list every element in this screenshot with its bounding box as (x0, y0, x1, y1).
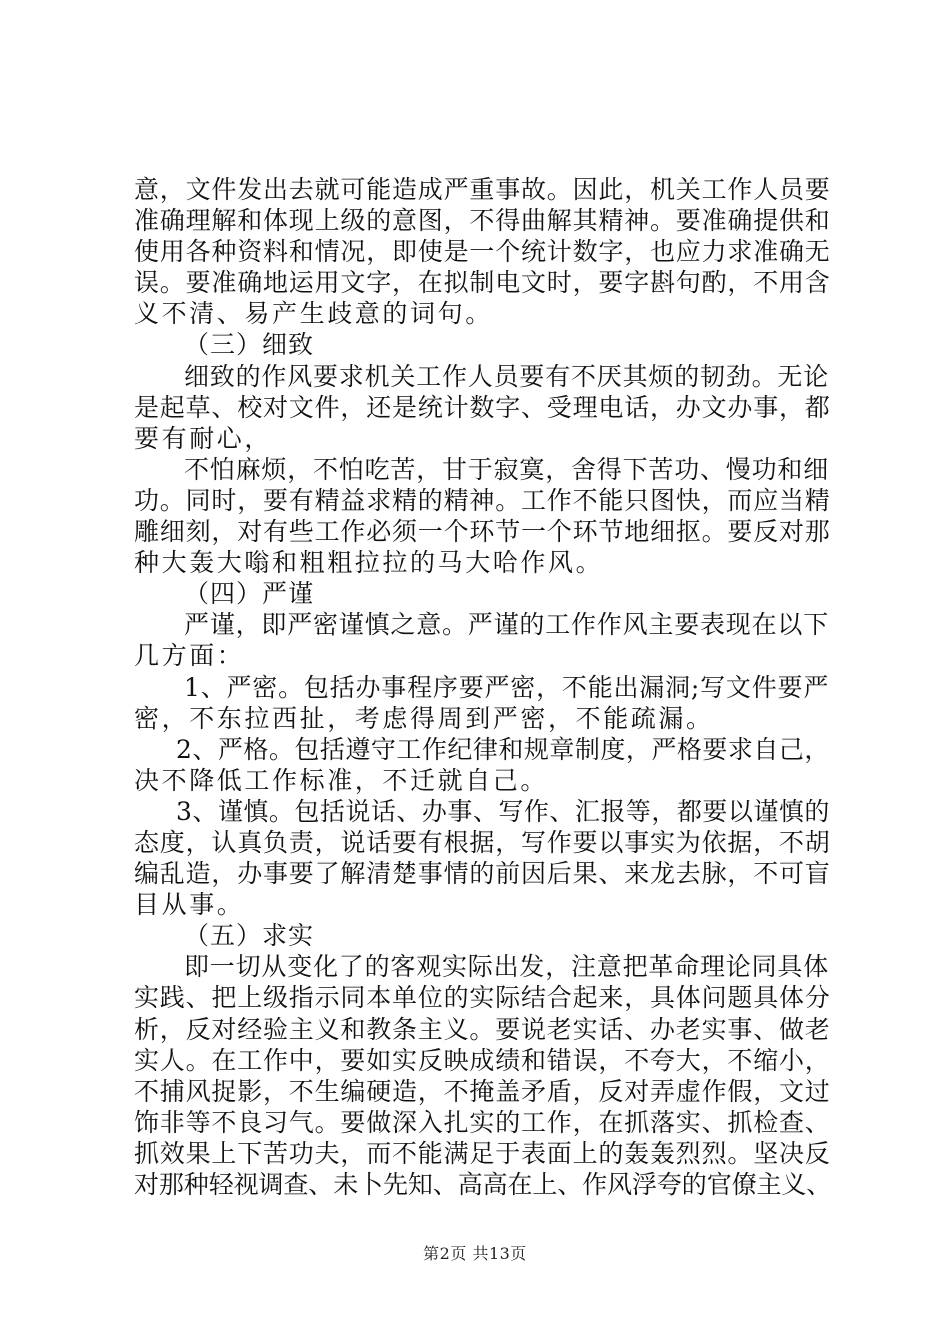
text-line: 意，文件发出去就可能造成严重事故。因此，机关工作人员要 (134, 175, 831, 204)
document-body (134, 174, 834, 1200)
text-line: 析，反对经验主义和教条主义。要说老实话、办老实事、做老 (134, 1014, 831, 1044)
text-line: 实人。在工作中，要如实反映成绩和错误，不夸大，不缩小， (134, 1045, 831, 1075)
text-line: 是起草、校对文件，还是统计数字、受理电话，办文办事，都 (134, 392, 831, 422)
text-line: 决不降低工作标准，不迁就自己。 (134, 765, 549, 795)
text-line: 饰非等不良习气。要做深入扎实的工作，在抓落实、抓检查、 (134, 1107, 831, 1137)
text-line: 准确理解和体现上级的意图，不得曲解其精神。要准确提供和 (134, 206, 831, 236)
text-line: 对那种轻视调查、未卜先知、高高在上、作风浮夸的官僚主义、 (134, 1170, 832, 1199)
text-line: 义不清、易产生歧意的词句。 (134, 299, 493, 329)
text-line: 态度，认真负责，说话要有根据，写作要以事实为依据，不胡 (134, 827, 831, 857)
text-line: 目从事。 (134, 890, 245, 920)
text-line: 要有耐心， (134, 423, 273, 453)
section-heading: （五）求实 (184, 921, 315, 951)
text-line: 使用各种资料和情况，即使是一个统计数字，也应力求准确无 (134, 237, 831, 267)
text-line: 3、谨慎。包括说话、办事、写作、汇报等，都要以谨慎的 (176, 796, 830, 826)
text-line: 细致的作风要求机关工作人员要有不厌其烦的韧劲。无论 (184, 361, 830, 391)
text-line: 1、严密。包括办事程序要严密，不能出漏洞;写文件要严 (184, 672, 830, 702)
text-line: 不捕风捉影，不生编硬造，不掩盖矛盾，反对弄虚作假，文过 (134, 1076, 831, 1106)
text-line: 功。同时，要有精益求精的精神。工作不能只图快，而应当精 (134, 485, 831, 515)
text-line: 不怕麻烦，不怕吃苦，甘于寂寞，舍得下苦功、慢功和细 (184, 454, 830, 484)
section-heading: （四）严谨 (184, 579, 315, 609)
text-line: 密，不东拉西扯，考虑得周到严密，不能疏漏。 (134, 703, 714, 733)
text-line: 种大轰大嗡和粗粗拉拉的马大哈作风。 (134, 548, 604, 578)
text-line: 误。要准确地运用文字，在拟制电文时，要字斟句酌，不用含 (134, 268, 831, 298)
text-line: 编乱造，办事要了解清楚事情的前因后果、来龙去脉，不可盲 (134, 859, 831, 889)
text-line: 2、严格。包括遵守工作纪律和规章制度，严格要求自己， (176, 734, 830, 764)
section-heading: （三）细致 (184, 330, 315, 360)
text-line: 即一切从变化了的客观实际出发，注意把革命理论同具体 (184, 952, 830, 982)
text-line: 严谨，即严密谨慎之意。严谨的工作作风主要表现在以下 (184, 610, 830, 640)
page-footer: 第2页 共13页 (423, 1244, 527, 1263)
text-line: 几方面： (134, 641, 245, 671)
text-line: 雕细刻，对有些工作必须一个环节一个环节地细抠。要反对那 (134, 517, 831, 547)
text-line: 抓效果上下苦功夫，而不能满足于表面上的轰轰烈烈。坚决反 (134, 1138, 831, 1168)
text-line: 实践、把上级指示同本单位的实际结合起来，具体问题具体分 (134, 983, 831, 1013)
